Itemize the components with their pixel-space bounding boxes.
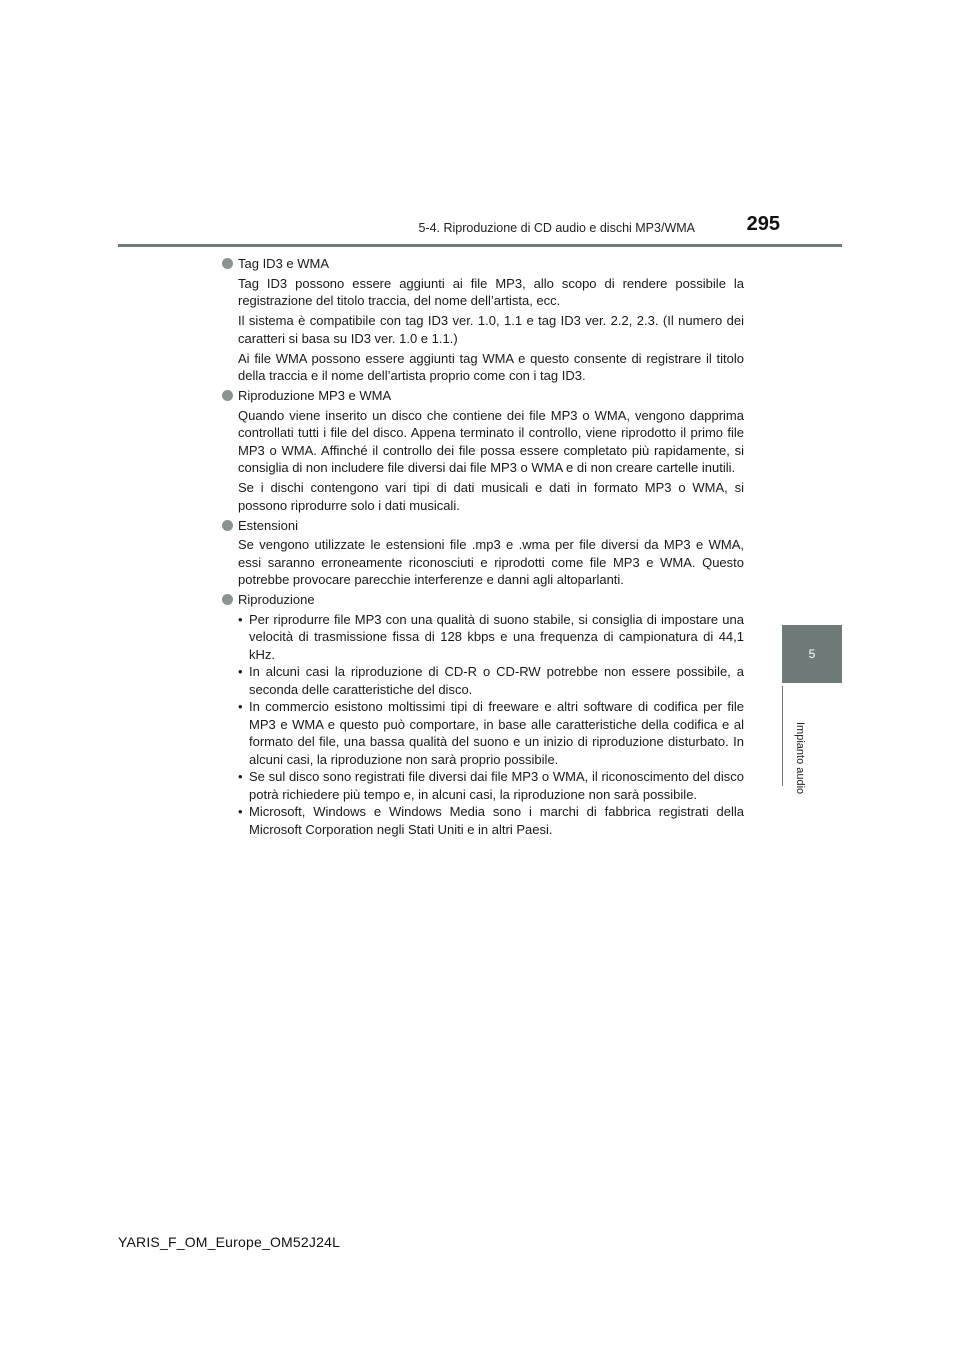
paragraph: Ai file WMA possono essere aggiunti tag WMA e questo consente di registrare il titolo della traccia e il nome dell’artista proprio come con i tag ID3. [238,350,744,383]
chapter-number: 5 [808,647,816,661]
list-item-text: Microsoft, Windows e Windows Media sono i marchi di fabbrica registrati della Microsoft Corporation negli Stati Uniti e in altri Paesi. [249,804,744,837]
header-divider [118,244,842,247]
paragraph: Il sistema è compatibile con tag ID3 ver. 1.0, 1.1 e tag ID3 ver. 2.2, 2.3. (Il numero dei caratteri si basa su ID3 ver. 1.0 e 1.1.) [238,313,744,346]
list-item [238,803,744,838]
section-heading-text: Estensioni [238,517,298,533]
section-heading [222,517,744,535]
bullet-dot-icon: • [238,804,243,819]
paragraph: Quando viene inserito un disco che contiene dei file MP3 o WMA, vengono dapprima controllati tutti i file del disco. Appena terminato il controllo, viene riprodotto il primo file MP3 o WMA. Affinché il controllo dei file possa essere completato più rapidamente, si consiglia di non includere file diversi dai file MP3 o WMA e di non creare cartelle inutili. [238,407,744,475]
bullet-circle-icon [222,520,233,531]
paragraph: Se i dischi contengono vari tipi di dati musicali e dati in formato MP3 o WMA, si possono riprodurre solo i dati musicali. [238,480,744,513]
section-heading [222,255,744,273]
list-item-text: In alcuni casi la riproduzione di CD-R o CD-RW potrebbe non essere possibile, a seconda delle caratteristiche del disco. [249,664,744,697]
list-item-text: Se sul disco sono registrati file diversi dai file MP3 o WMA, il riconoscimento del disco potrà richiedere più tempo e, in alcuni casi, la riproduzione non sarà possibile. [249,769,744,802]
section-heading-text: Riproduzione MP3 e WMA [238,388,392,403]
bullet-dot-icon: • [238,699,243,714]
bullet-circle-icon [222,594,233,605]
chapter-tab [782,625,842,683]
list-item [238,611,744,664]
bullet-dot-icon: • [238,664,243,679]
section-heading [222,591,744,609]
list-item [238,768,744,803]
bullet-dot-icon: • [238,769,243,784]
paragraph: Tag ID3 possono essere aggiunti ai file MP3, allo scopo di rendere possibile la registrazione del titolo traccia, del nome dell’artista, ecc. [238,275,744,308]
page-number: 295 [746,213,780,235]
paragraph: Se vengono utilizzate le estensioni file .mp3 e .wma per file diversi da MP3 e WMA, essi saranno erroneamente riconosciuti e riprodotti come file MP3 e WMA. Questo potrebbe provocare parecchie interferenze e danni agli altoparlanti. [238,537,744,587]
list-item-text: Per riprodurre file MP3 con una qualità di suono stabile, si consiglia di impostare una velocità di trasmissione fissa di 128 kbps e una frequenza di campionatura di 44,1 kHz. [249,611,744,662]
bullet-circle-icon [222,258,233,269]
section-heading [222,387,744,405]
section-heading-text: Riproduzione [238,592,315,607]
list-item-text: In commercio esistono moltissimi tipi di freeware e altri software di codifica per file MP3 e WMA e questo può comportare, in base alle caratteristiche della codifica e al formato del file, una bassa qualità del suono e un inizio di riproduzione disturbato. In alcuni casi, la riproduzione non sarà proprio possibile. [249,699,744,767]
page-content [222,255,744,838]
manual-id-footer: YARIS_F_OM_Europe_OM52J24L [118,1234,341,1250]
chapter-label: Impianto audio [794,722,806,795]
bulleted-list [238,611,744,839]
chapter-tab-divider [782,686,842,786]
list-item [238,698,744,768]
bullet-circle-icon [222,390,233,401]
list-item [238,663,744,698]
section-heading-text: Tag ID3 e WMA [238,256,330,271]
header-section-title: 5-4. Riproduzione di CD audio e dischi MP3/WMA [418,221,695,235]
bullet-dot-icon: • [238,611,243,627]
